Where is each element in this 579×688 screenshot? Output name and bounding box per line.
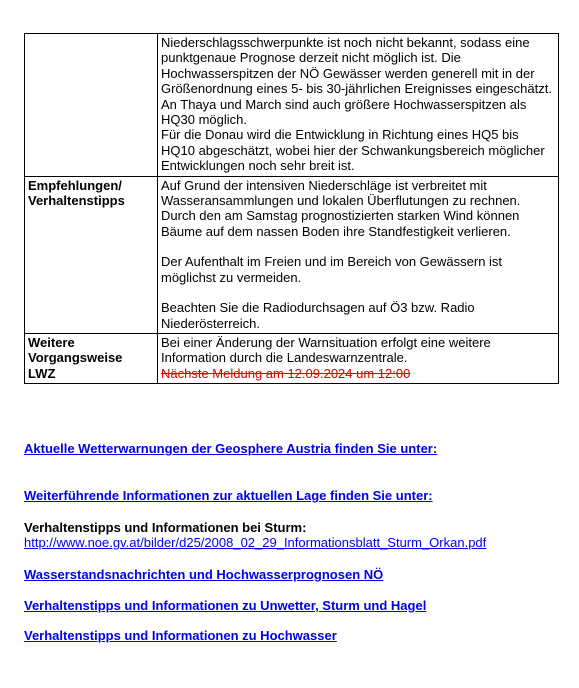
- row-content: [158, 333, 559, 383]
- next-report-struck: Nächste Meldung am 12.09.2024 um 12:00: [161, 365, 411, 381]
- row-content: [158, 176, 559, 333]
- geosphere-warnings-link[interactable]: Aktuelle Wetterwarnungen der Geosphere Austria finden Sie unter:: [24, 441, 438, 456]
- recommendation-paragraph: Auf Grund der intensiven Niederschläge ist verbreitet mit Wasseransammlungen und lokalen Überflutungen zu rechnen. Durch den am Samstag prognostizierten starken Wind können Bäume auf dem nassen Boden ihre Standfestigkeit verlieren.: [161, 177, 521, 239]
- recommendation-paragraph: Beachten Sie die Radiodurchsagen auf Ö3 bzw. Radio Niederösterreich.: [161, 300, 475, 331]
- forecast-paragraph: An Thaya und March sind auch größere Hochwasserspitzen als HQ30 möglich.: [161, 96, 527, 128]
- storm-info-pdf-link[interactable]: http://www.noe.gv.at/bilder/d25/2008_02_29_Informationsblatt_Sturm_Orkan.pdf: [24, 535, 487, 550]
- flood-tips-link[interactable]: Verhaltenstipps und Informationen zu Hochwasser: [24, 628, 337, 643]
- warning-table: [24, 33, 559, 384]
- current-situation-link[interactable]: Weiterführende Informationen zur aktuellen Lage finden Sie unter:: [24, 488, 433, 503]
- forecast-paragraph: Niederschlagsschwerpunkte ist noch nicht bekannt, sodass eine punktgenaue Prognose derzeit nicht möglich ist. Die Hochwasserspitzen der NÖ Gewässer werden generell mit in der Größenordnung eines 5- bis 30-jährlichen Ereignisses eingeschätzt.: [161, 35, 552, 97]
- storm-hail-tips-link[interactable]: Verhaltenstipps und Informationen zu Unwetter, Sturm und Hagel: [24, 598, 427, 613]
- recommendation-paragraph: Der Aufenthalt im Freien und im Bereich von Gewässern ist möglichst zu vermeiden.: [161, 254, 503, 285]
- storm-tips-heading: Verhaltenstipps und Informationen bei Sturm:: [24, 520, 307, 535]
- procedure-text: Bei einer Änderung der Warnsituation erfolgt eine weitere Information durch die Landeswarnzentrale.: [161, 334, 491, 366]
- row-label: Weitere Vorgangsweise LWZ: [25, 333, 158, 383]
- row-label: Empfehlungen/ Verhaltenstipps: [25, 176, 158, 333]
- table-row: [25, 176, 559, 333]
- table-row: [25, 34, 559, 177]
- forecast-paragraph: Für die Donau wird die Entwicklung in Richtung eines HQ5 bis HQ10 abgeschätzt, wobei hier der Schwankungsbereich möglicher Entwicklungen noch sehr breit ist.: [161, 127, 545, 174]
- row-label: [25, 34, 158, 177]
- forecast-text: [161, 35, 554, 174]
- table-row: [25, 333, 559, 383]
- water-level-link[interactable]: Wasserstandsnachrichten und Hochwasserprognosen NÖ: [24, 567, 384, 582]
- row-content: [158, 34, 559, 177]
